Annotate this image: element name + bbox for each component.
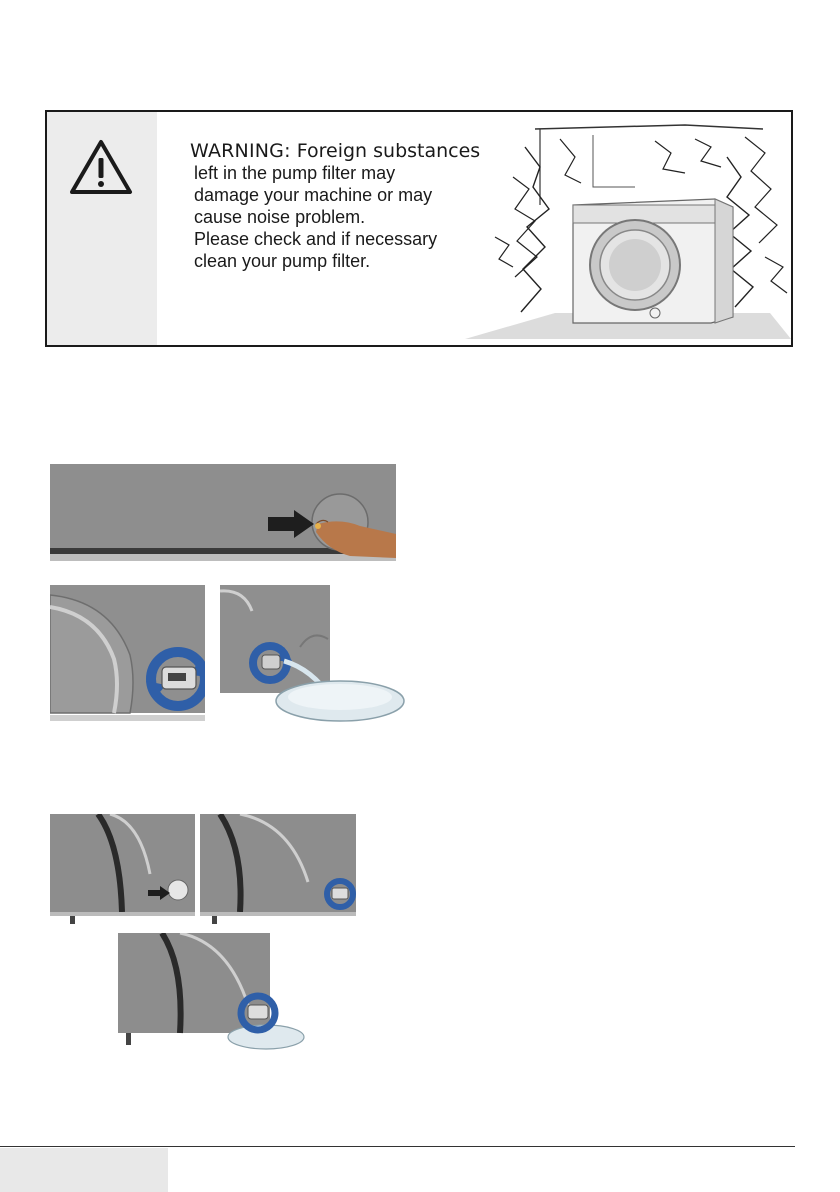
front-filter-unscrew-illustration bbox=[200, 814, 366, 926]
noisy-washing-machine-illustration bbox=[465, 117, 791, 342]
footer-tab bbox=[0, 1148, 168, 1192]
open-filter-cover-illustration bbox=[50, 464, 396, 561]
front-filter-open-illustration bbox=[50, 814, 200, 926]
front-filter-drain-illustration bbox=[118, 933, 308, 1053]
warning-line-2: left in the pump filter may bbox=[194, 163, 396, 183]
warning-line-5: Please check and if necessary bbox=[194, 229, 438, 249]
warning-label: WARNING: bbox=[190, 140, 291, 162]
warning-line-1: Foreign substances bbox=[296, 140, 481, 162]
unscrew-filter-illustration bbox=[50, 585, 205, 723]
warning-line-6: clean your pump filter. bbox=[194, 251, 371, 271]
warning-side-panel bbox=[47, 112, 157, 345]
drain-water-tray-illustration bbox=[220, 585, 405, 723]
warning-line-3: damage your machine or may bbox=[194, 185, 433, 205]
warning-box bbox=[45, 110, 793, 347]
warning-triangle-icon bbox=[69, 138, 133, 196]
warning-line-4: cause noise problem. bbox=[194, 207, 366, 227]
footer-rule bbox=[0, 1146, 795, 1147]
